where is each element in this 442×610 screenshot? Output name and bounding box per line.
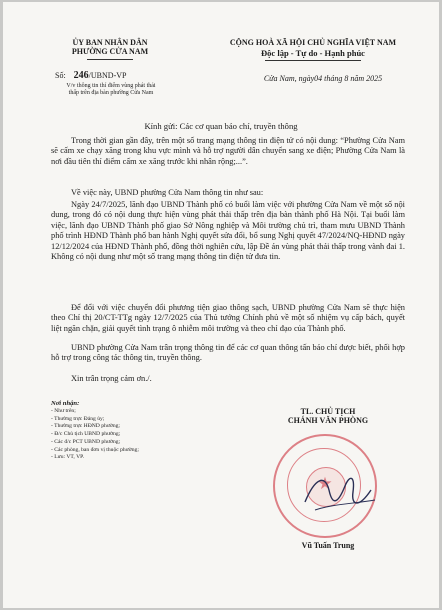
signature-title: TL. CHỦ TỊCH xyxy=(300,407,356,416)
paragraph-4: Để đổi với việc chuyển đổi phương tiện giao thông sạch, UBND phường Cửa Nam sẽ thực hiện theo Chỉ thị 20/CT-TTg ngày 12/7/2025 của Thủ tướng Chính phủ về một số nhiệm vụ cấp bách, quyết liệt ngăn chặn, giải quyết tình trạng ô nhiễm môi trường và theo chỉ đạo của Thành phố. xyxy=(51,303,405,333)
star-icon: ★ xyxy=(317,474,333,493)
list-item: - Lưu: VT, VP. xyxy=(51,454,85,461)
recipients-title: Nơi nhận: xyxy=(51,400,80,407)
header-underline-right xyxy=(265,60,361,61)
handwritten-signature xyxy=(293,460,383,530)
issuing-authority: ỦY BAN NHÂN DÂN xyxy=(72,38,148,47)
subject-line-2: thấp trên địa bàn phường Cửa Nam xyxy=(68,90,154,96)
list-item: - Thường trực Đảng ủy; xyxy=(51,415,105,422)
national-motto: Độc lập - Tự do - Hạnh phúc xyxy=(261,48,365,58)
official-letter xyxy=(3,2,439,608)
recipient-line: Kính gửi: Các cơ quan báo chí, truyền thông xyxy=(144,121,298,131)
list-item: - Các phòng, ban đơn vị thuộc phường; xyxy=(51,446,139,453)
signer-name: Vũ Tuấn Trung xyxy=(301,541,355,550)
paragraph-6: Xin trân trọng cảm ơn./. xyxy=(71,374,152,383)
list-item: - Các đ/c PCT UBND phường; xyxy=(51,438,121,445)
list-item: - Thường trực HĐND phường; xyxy=(51,423,120,430)
subject-line-1: V/v thông tin thí điểm vùng phát thải xyxy=(66,83,156,89)
issuing-ward: PHƯỜNG CỬA NAM xyxy=(71,47,149,56)
paragraph-3: Ngày 24/7/2025, lãnh đạo UBND Thành phố có buổi làm việc với phường Cửa Nam về một số nội dung, trong đó có nội dung thực hiện vùng phát thải thấp trên địa bàn thành phố Hà Nội. Tại buổi làm việc, lãnh đạo UBND Thành phố giao Sở Nông nghiệp và Môi trường chủ trì, tham mưu UBND Thành phố trình HĐND Thành phố ban hành Nghị quyết sửa đổi, bổ sung Nghị quyết 47/2024/NQ-HĐND ngày 12/12/2024 của HĐND Thành phố, đồng thời nghiên cứu, lập Đề án vùng phát thải thấp trong vành đai 1. Không có nội dung như một số trang mạng thông tin điện tử đưa tin. xyxy=(51,200,405,262)
document-number-value: 246 xyxy=(73,70,89,81)
paragraph-1: Trong thời gian gần đây, trên một số trang mạng thông tin điện tử có nội dung: “Phường Cửa Nam sẽ cấm xe chạy xăng trong khu vực mình và hỗ trợ người dân chuyển sang xe điện; Phường Cửa Nam là nơi đầu tiên thí điểm cấm xe xăng trước khi nhân rộng;...”. xyxy=(51,136,405,166)
list-item: - Như trên; xyxy=(51,408,76,414)
list-item: - Đ/c Chủ tịch UBND phường; xyxy=(51,431,121,438)
paragraph-5: UBND phường Cửa Nam trân trọng thông tin để các cơ quan thông tấn báo chí được biết, phối hợp hỗ trợ trong công tác thông tin, truyền thông. xyxy=(51,343,405,363)
place-date: Cửa Nam, ngày04 tháng 8 năm 2025 xyxy=(263,74,383,83)
recipients-list xyxy=(51,400,221,462)
paragraph-2: Về việc này, UBND phường Cửa Nam thông tin như sau: xyxy=(71,188,264,197)
header-underline-left xyxy=(87,59,133,60)
document-number: Số: 246/UBND-VP xyxy=(55,70,127,81)
signature-position: CHÁNH VĂN PHÒNG xyxy=(287,416,369,425)
country-name: CỘNG HOÀ XÃ HỘI CHỦ NGHĨA VIỆT NAM xyxy=(229,38,397,47)
